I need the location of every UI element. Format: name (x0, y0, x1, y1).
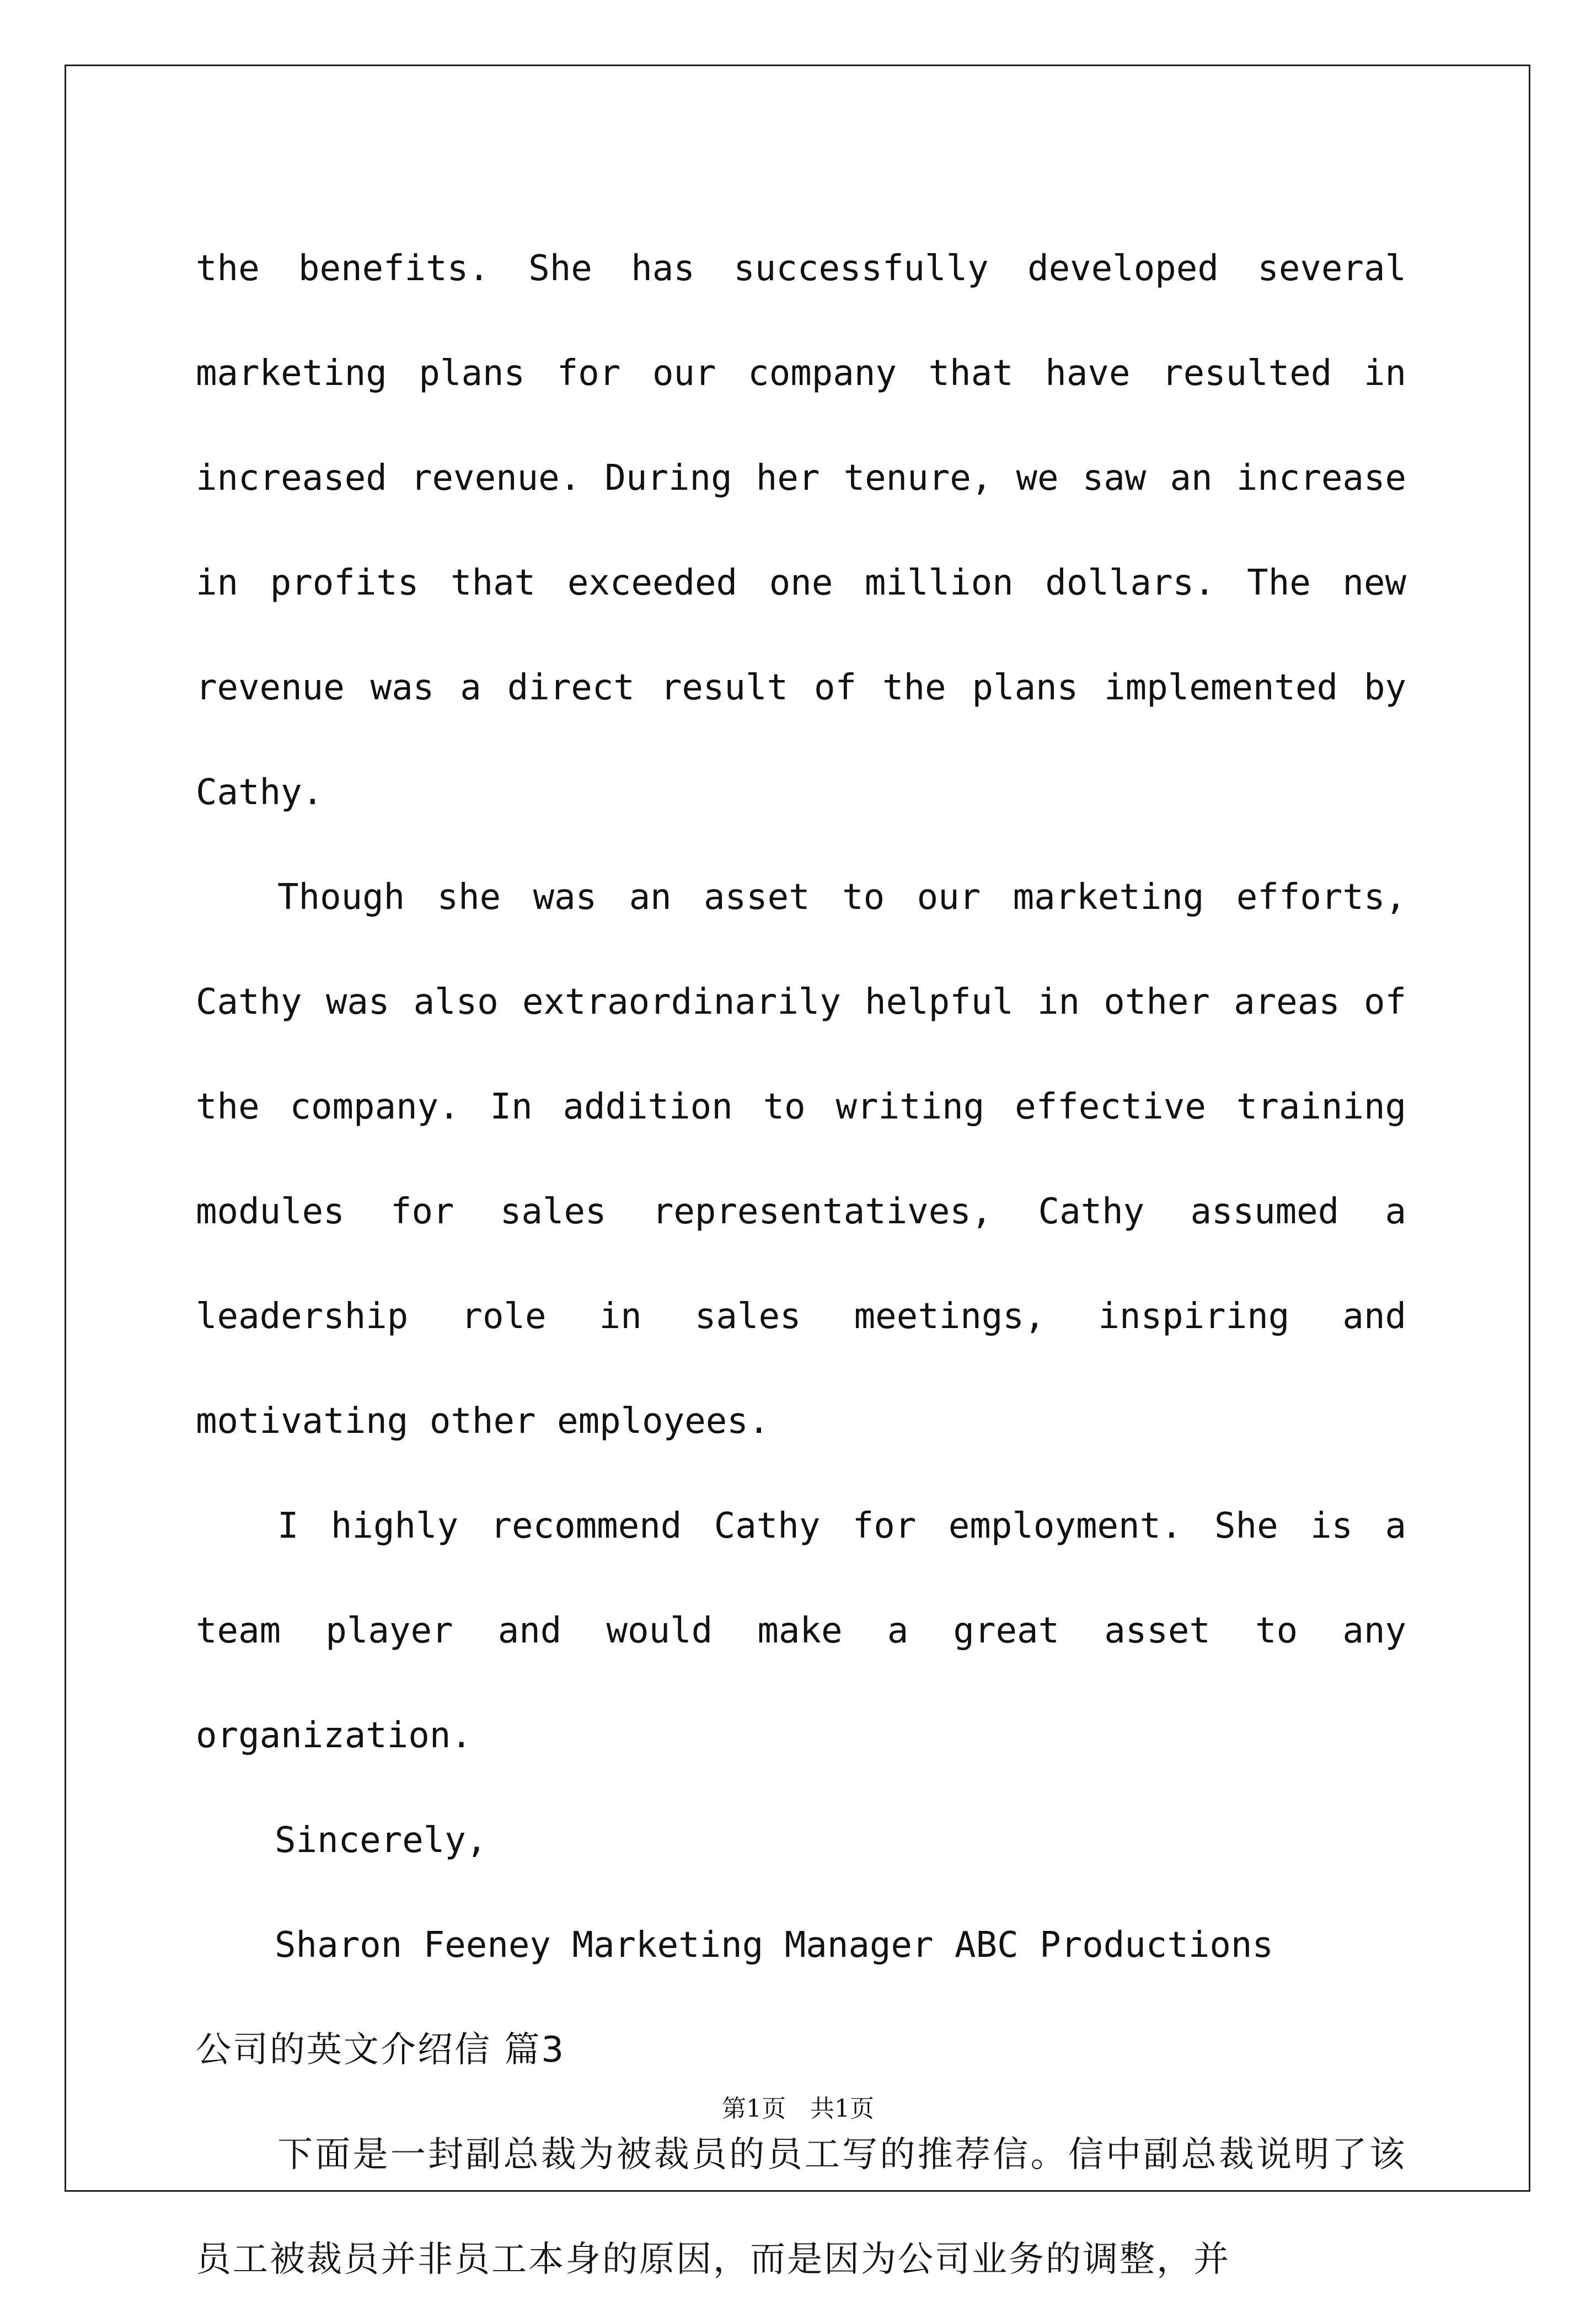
paragraph-benefits: the benefits. She has successfully developed several marketing plans for our company that have resulted in increased revenue. During her tenure, we saw an increase in profits that exceeded one million dollars. The new revenue was a direct result of the plans implemented by Cathy. (196, 248, 1406, 813)
chinese-paragraph: 下面是一封副总裁为被裁员的员工写的推荐信。信中副总裁说明了该员工被裁员并非员工本身的原因，而是因为公司业务的调整，并 (196, 2134, 1406, 2280)
page-number-footer: 第1页 共1页 (722, 2095, 874, 2123)
signature-line: Sharon Feeney Marketing Manager ABC Productions (275, 1925, 1273, 1966)
paragraph-other-areas: Though she was an asset to our marketing efforts, Cathy was also extraordinarily helpful in other areas of the company. In addition to writing effective training modules for sales representatives, Cathy assumed a leadership role in sales meetings, inspiring and motivating other employees. (196, 877, 1406, 1442)
document-body (196, 216, 1406, 2312)
paragraph-recommendation: I highly recommend Cathy for employment. She is a team player and would make a great asset to any organization. (196, 1506, 1406, 1756)
section-heading: 公司的英文介绍信 篇3 (196, 2030, 566, 2070)
closing-line: Sincerely, (275, 1820, 488, 1861)
